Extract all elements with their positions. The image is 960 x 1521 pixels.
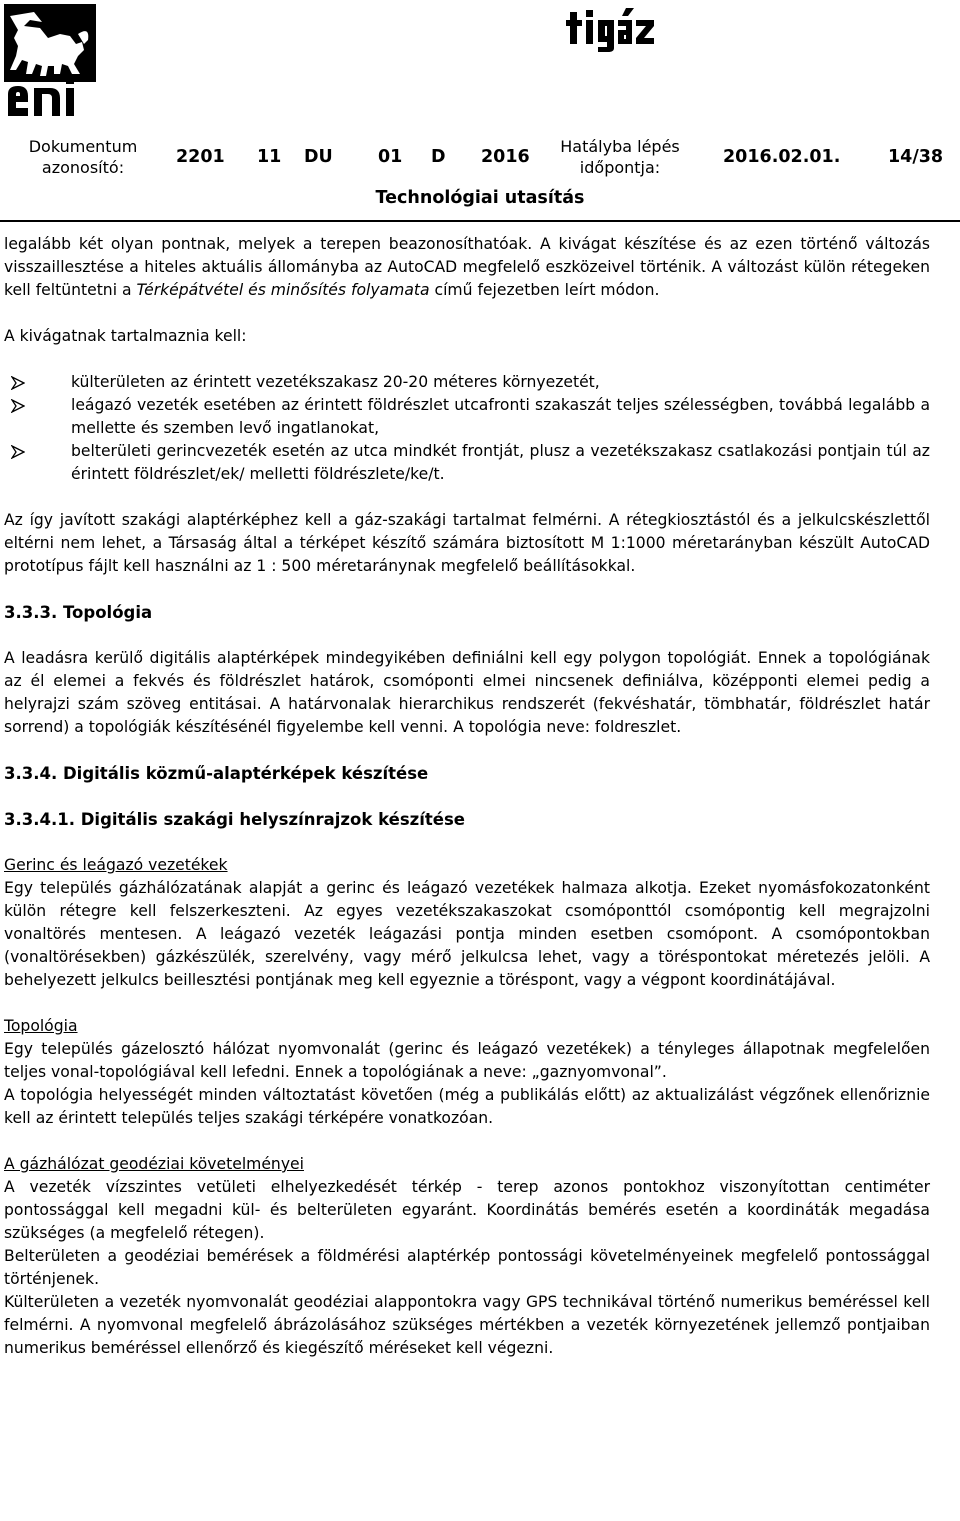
- effective-date-value: 2016.02.01.: [723, 147, 841, 167]
- paragraph: A kivágatnak tartalmaznia kell:: [4, 327, 247, 345]
- header-divider: [0, 220, 960, 222]
- document-id-label-line2: azonosító:: [41, 158, 125, 177]
- doc-id-part: D: [431, 147, 446, 167]
- list-item: leágazó vezeték esetében az érintett földrészlet utcafronti szakaszát teljes szélességben, továbbá legalább a mellette és szemben levő ingatlanokat,: [71, 394, 930, 440]
- paragraph: A vezeték vízszintes vetületi elhelyezkedését térkép - terep azonos pontokhoz viszonyítottan centiméter pontossággal kell megadni kül- és belterületen egyaránt. Koordinátás bemérés esetén a koordináták megadása szükséges (a megfelelő rétegen).: [4, 1178, 930, 1242]
- document-title: Technológiai utasítás: [375, 188, 585, 208]
- paragraph: A topológia helyességét minden változtatást követően (még a publikálás előtt) az aktualizálást végzőnek ellenőriznie kell az érintett település teljes szakági térképére vonatkozóan.: [4, 1086, 930, 1127]
- doc-id-part: 01: [378, 147, 403, 167]
- paragraph: Az így javított szakági alaptérképhez kell a gáz-szakági tartalmat felmérni. A rétegkiosztástól és a jelkulcskészlettől eltérni nem lehet, a Társaság által a térképet készítő számára biztosított M 1:1000 méretarányban készült AutoCAD prototípus fájlt kell használni az 1 : 500 méretaránynak megfelelő beállításokkal.: [4, 511, 930, 575]
- subsection-heading: 3.3.4.1. Digitális szakági helyszínrajzok készítése: [4, 810, 465, 829]
- paragraph: Belterületen a geodéziai bemérések a földmérési alaptérkép pontossági követelményeinek megfelelő pontossággal történjenek.: [4, 1247, 930, 1288]
- paragraph: legalább két olyan pontnak, melyek a terepen beazonosíthatóak. A kivágat készítése és az ezen történő változás visszaillesztése a hiteles aktuális állományba az AutoCAD megfelelő eszközeivel történik. A változást külön rétegeken kell feltüntetni a Térképátvétel és minősítés folyamata című fejezetben leírt módon.: [4, 235, 930, 299]
- document-body: [4, 233, 930, 1360]
- bullet-list: [4, 371, 930, 486]
- paragraph: Külterületen a vezeték nyomvonalát geodéziai alappontokra vagy GPS technikával történő numerikus beméréssel kell felmérni. A nyomvonal megfelelő ábrázolásához szükséges mértékben a vezeték környezetének jellemző pontjaiban numerikus beméréssel ellenőrző és kiegészítő méréseket kell végezni.: [4, 1293, 930, 1357]
- doc-id-part: 11: [257, 147, 282, 167]
- document-id-label-line1: Dokumentum: [28, 137, 138, 156]
- underlined-subtitle: Gerinc és leágazó vezetékek: [4, 856, 228, 874]
- doc-id-part: 2201: [176, 147, 225, 167]
- paragraph: A leadásra kerülő digitális alaptérképek mindegyikében definiálni kell egy polygon topológiát. Ennek a topológiának az él elemei a fekvés és földrészlet határok, csomóponti elmei nincsenek definiálva, középponti elemei pedig a helyrajzi szám szöveg entitásai. A határvonalak hierarchikus rendszerét (fekvéshatár, tömbhatár, földrészlet határ sorrend) a topológiák készítésénél figyelembe kell venni. A topológia neve: foldreszlet.: [4, 649, 930, 736]
- document-id-label: [22, 136, 144, 178]
- arrow-bullet-icon: [11, 376, 25, 390]
- arrow-bullet-icon: [11, 445, 25, 459]
- page-number: 14/38: [888, 147, 944, 167]
- doc-id-part: DU: [304, 147, 333, 167]
- italic-reference: Térképátvétel és minősítés folyamata: [136, 281, 430, 299]
- eni-logo: [4, 4, 96, 120]
- list-item: belterületi gerincvezeték esetén az utca mindkét frontját, plusz a vezetékszakasz csatlakozási pontjain túl az érintett földrészlet/ek/ melletti földrészlete/ke/t.: [71, 440, 930, 486]
- tigaz-logo: [566, 2, 668, 52]
- section-heading: 3.3.4. Digitális közmű-alaptérképek készítése: [4, 764, 429, 783]
- underlined-subtitle: Topológia: [4, 1017, 78, 1035]
- underlined-subtitle: A gázhálózat geodéziai követelményei: [4, 1155, 304, 1173]
- doc-id-part: 2016: [481, 147, 530, 167]
- effective-date-label-line2: időpontja:: [579, 158, 661, 177]
- effective-date-label-line1: Hatályba lépés: [560, 137, 680, 156]
- section-heading: 3.3.3. Topológia: [4, 603, 153, 622]
- effective-date-label: [550, 136, 690, 178]
- arrow-bullet-icon: [11, 399, 25, 413]
- list-item: külterületen az érintett vezetékszakasz 20-20 méteres környezetét,: [71, 371, 930, 394]
- paragraph: Egy település gázhálózatának alapját a gerinc és leágazó vezetékek halmaza alkotja. Ezeket nyomásfokozatonként külön rétegre kell felszerkeszteni. Az egyes vezetékszakaszokat csomóponttól csomópontig kell megrajzolni vonaltörés mentesen. A leágazó vezeték leágazási pontja minden esetben csomópont. A csomópontokban (vonaltörésekben) gázkészülék, szerelvény, vagy mérő jelkulcsa lehet, vagy a töréspontokat méretezés jelöli. A behelyezett jelkulcs beillesztési pontjának meg kell egyeznie a töréspont, vagy a végpont koordinátájával.: [4, 879, 930, 989]
- paragraph: Egy település gázelosztó hálózat nyomvonalát (gerinc és leágazó vezetékek) a tényleges állapotnak megfelelően teljes vonal-topológiával kell lefedni. Ennek a topológiának a neve: „gaznyomvonal”.: [4, 1040, 930, 1081]
